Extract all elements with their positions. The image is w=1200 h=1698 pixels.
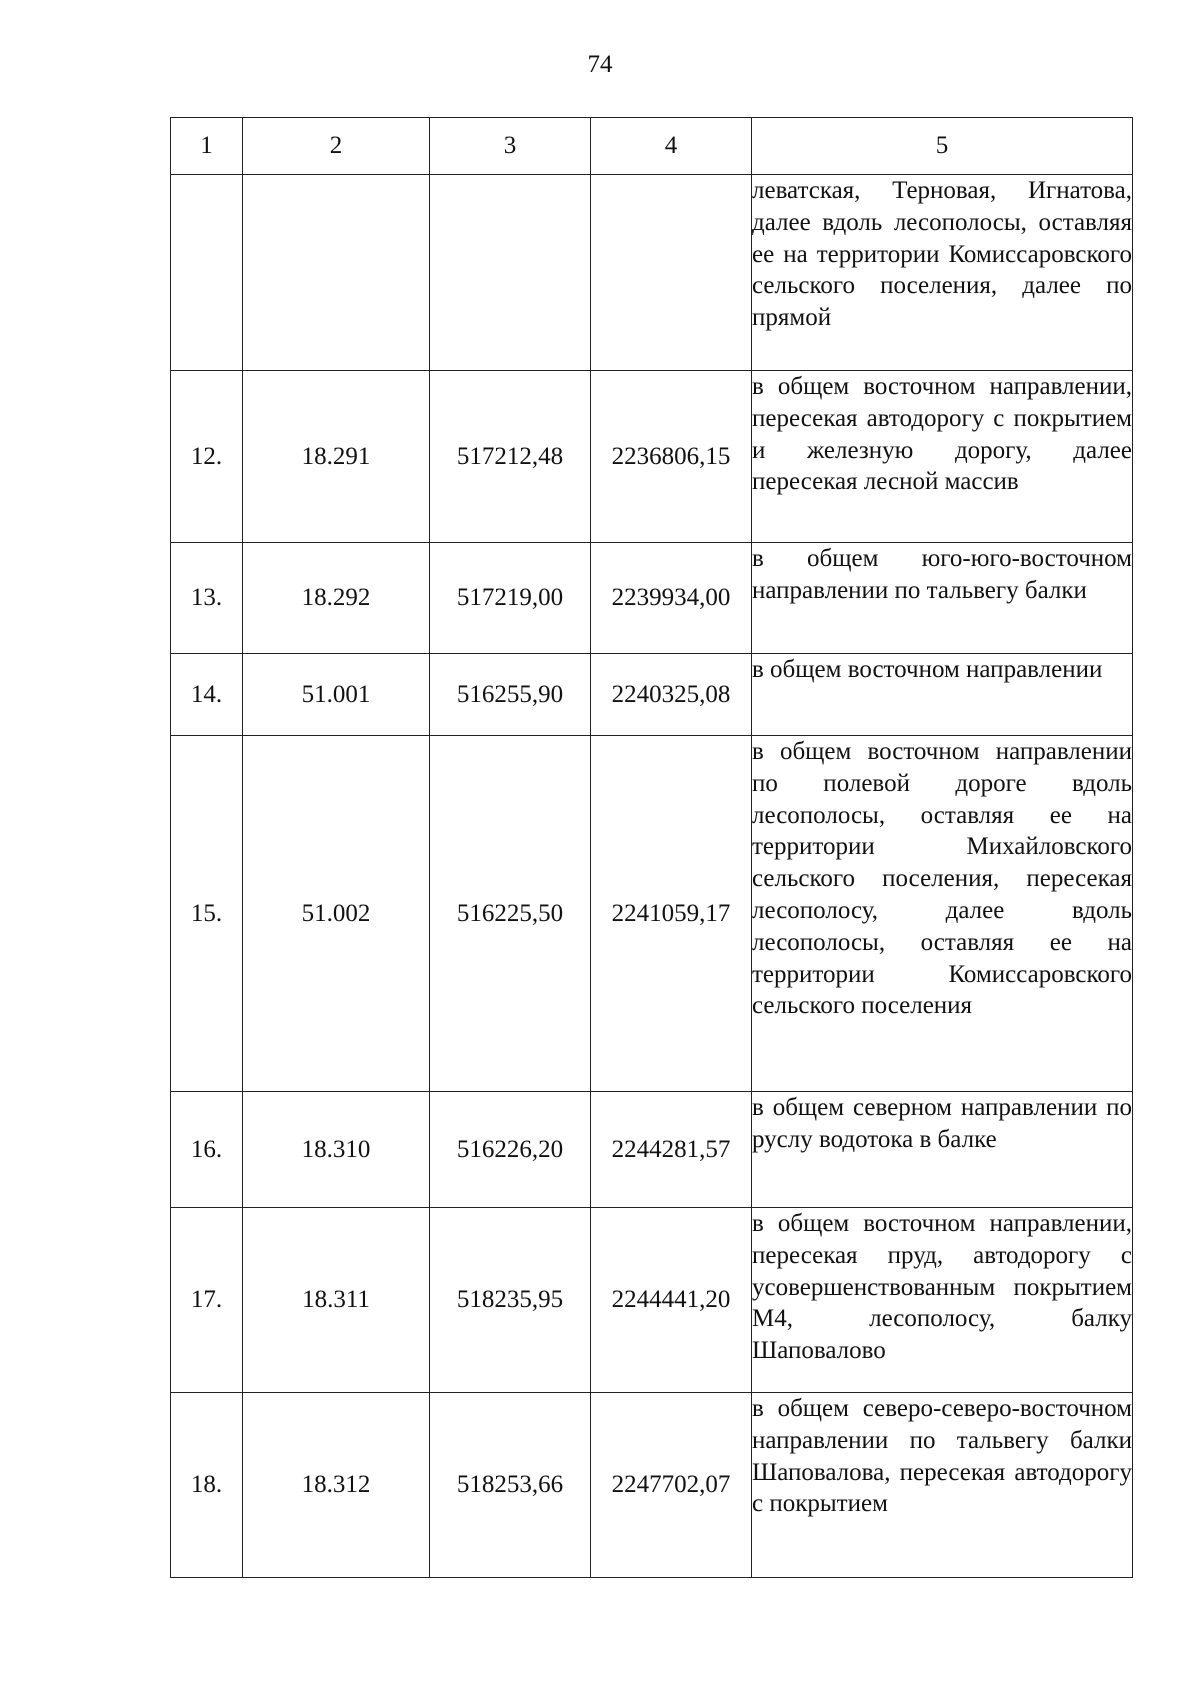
column-header-1: 1: [171, 118, 243, 175]
point-code-cell: 18.311: [243, 1208, 430, 1393]
x-coordinate-cell: 516226,20: [430, 1092, 591, 1208]
point-code-cell: 18.291: [243, 371, 430, 543]
point-code-cell: 51.002: [243, 736, 430, 1092]
point-code-cell: [243, 175, 430, 371]
y-coordinate-cell: 2236806,15: [591, 371, 752, 543]
y-coordinate-cell: 2239934,00: [591, 543, 752, 654]
column-header-3: 3: [430, 118, 591, 175]
x-coordinate-cell: 516225,50: [430, 736, 591, 1092]
direction-description-cell: в общем северо-северо-восточном направлении по тальвегу балки Шаповалова, пересекая автодорогу с покрытием: [752, 1393, 1133, 1578]
column-header-2: 2: [243, 118, 430, 175]
table-row: [171, 543, 1133, 654]
row-number-cell: 14.: [171, 654, 243, 736]
column-header-5: 5: [752, 118, 1133, 175]
table-row: [171, 1393, 1133, 1578]
table-row: [171, 1208, 1133, 1393]
direction-description-cell: в общем северном направлении по руслу водотока в балке: [752, 1092, 1133, 1208]
row-number-cell: 18.: [171, 1393, 243, 1578]
x-coordinate-cell: 517212,48: [430, 371, 591, 543]
table-header-row: [171, 118, 1133, 175]
table-row: [171, 736, 1133, 1092]
table-row: [171, 371, 1133, 543]
x-coordinate-cell: 517219,00: [430, 543, 591, 654]
row-number-cell: 12.: [171, 371, 243, 543]
boundary-points-table: [170, 117, 1133, 1578]
direction-description-cell: в общем восточном направлении, пересекая автодорогу с покрытием и железную дорогу, далее пересекая лесной массив: [752, 371, 1133, 543]
direction-description-cell: в общем юго-юго-восточном направлении по тальвегу балки: [752, 543, 1133, 654]
direction-description-cell: в общем восточном направлении, пересекая пруд, автодорогу с усовершенствованным покрытием М4, лесополосу, балку Шаповалово: [752, 1208, 1133, 1393]
point-code-cell: 51.001: [243, 654, 430, 736]
x-coordinate-cell: 518235,95: [430, 1208, 591, 1393]
y-coordinate-cell: 2244281,57: [591, 1092, 752, 1208]
direction-description-cell: леватская, Терновая, Игнатова, далее вдоль лесополосы, оставляя ее на территории Комиссаровского сельского поселения, далее по прямой: [752, 175, 1133, 371]
table-row: [171, 1092, 1133, 1208]
x-coordinate-cell: 518253,66: [430, 1393, 591, 1578]
table-row: [171, 654, 1133, 736]
direction-description-cell: в общем восточном направлении: [752, 654, 1133, 736]
x-coordinate-cell: 516255,90: [430, 654, 591, 736]
table-row: [171, 175, 1133, 371]
y-coordinate-cell: 2240325,08: [591, 654, 752, 736]
x-coordinate-cell: [430, 175, 591, 371]
row-number-cell: 16.: [171, 1092, 243, 1208]
row-number-cell: 15.: [171, 736, 243, 1092]
direction-description-cell: в общем восточном направлении по полевой дороге вдоль лесополосы, оставляя ее на территории Михайловского сельского поселения, пересекая лесополосу, далее вдоль лесополосы, оставляя ее на территории Комиссаровского сельского поселения: [752, 736, 1133, 1092]
row-number-cell: 13.: [171, 543, 243, 654]
point-code-cell: 18.312: [243, 1393, 430, 1578]
y-coordinate-cell: 2247702,07: [591, 1393, 752, 1578]
y-coordinate-cell: 2241059,17: [591, 736, 752, 1092]
y-coordinate-cell: 2244441,20: [591, 1208, 752, 1393]
column-header-4: 4: [591, 118, 752, 175]
row-number-cell: 17.: [171, 1208, 243, 1393]
point-code-cell: 18.292: [243, 543, 430, 654]
row-number-cell: [171, 175, 243, 371]
y-coordinate-cell: [591, 175, 752, 371]
point-code-cell: 18.310: [243, 1092, 430, 1208]
page-number: 74: [587, 51, 613, 78]
